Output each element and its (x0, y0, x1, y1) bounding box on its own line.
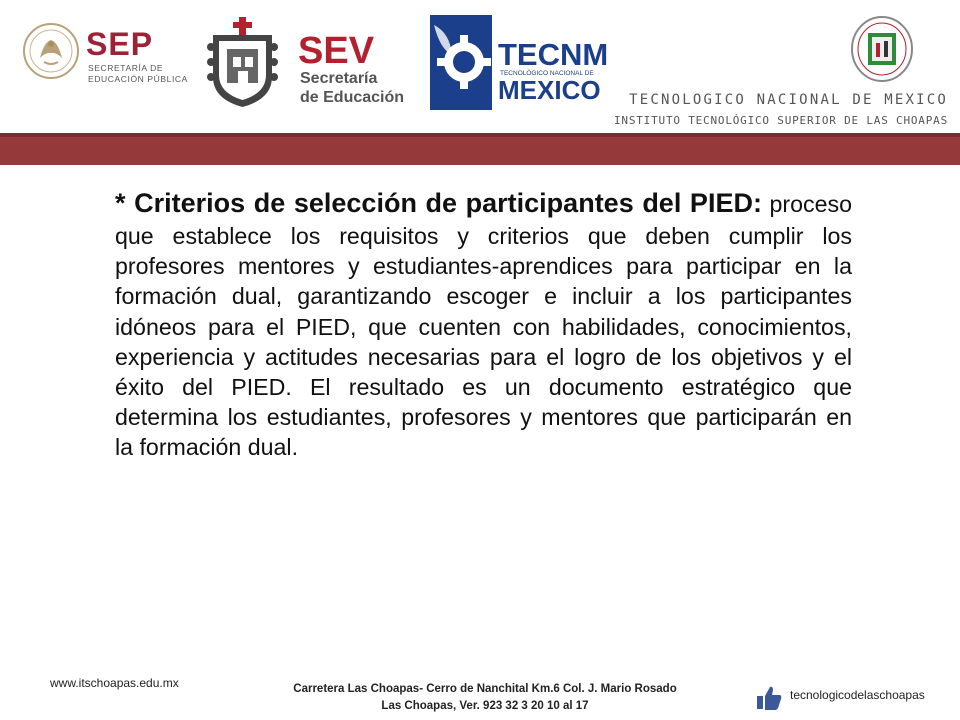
sev-subtitle-line1: Secretaría (300, 70, 378, 87)
header-title-institute: INSTITUTO TECNOLÓGICO SUPERIOR DE LAS CHOAPAS (613, 114, 948, 127)
tecnm-logo (430, 15, 609, 110)
institute-seal-icon (850, 15, 914, 83)
footer-address (250, 681, 720, 716)
sep-acronym: SEP (86, 26, 154, 62)
header-band (0, 133, 960, 165)
sev-subtitle-line2: de Educación (300, 89, 405, 106)
footer-address-line1: Carretera Las Choapas- Cerro de Nanchital Km.6 Col. J. Mario Rosado (293, 683, 677, 695)
paragraph-lead: * Criterios de selección de participantes del PIED: (115, 188, 762, 218)
sev-acronym: SEV (298, 30, 375, 72)
eagle-seal-icon (22, 22, 80, 80)
main-paragraph (115, 186, 852, 462)
tecnm-subtitle: TECNOLÓGICO NACIONAL DE (500, 70, 594, 77)
tecnm-acronym: TECNM (498, 37, 609, 72)
header-title-tecnm: TECNOLOGICO NACIONAL DE MEXICO (629, 92, 948, 108)
footer-website-link[interactable]: www.itschoapas.edu.mx (50, 676, 179, 690)
veracruz-shield-icon (205, 17, 280, 109)
paragraph-body: proceso que establece los requisitos y criterios que deben cumplir los profesores mentores y estudiantes-aprendices para participar en la formación dual, garantizando escoger e incluir a los participantes idóneos para el PIED, que cuenten con habilidades, conocimientos, experiencia y actitudes necesarias para el logro de los objetivos y el éxito del PIED. El resultado es un documento estratégico que determina los estudiantes, profesores y mentores que participarán en la formación dual. (115, 191, 852, 461)
tecnm-mexico: MEXICO (498, 75, 601, 105)
footer-facebook-link[interactable]: tecnologicodelaschoapas (790, 688, 925, 702)
footer-address-line2: Las Choapas, Ver. 923 32 3 20 10 al 17 (381, 700, 589, 713)
sep-subtitle-line2: EDUCACIÓN PÚBLICA (88, 74, 188, 84)
gear-eagle-icon (430, 15, 492, 110)
thumbs-up-icon (755, 684, 783, 712)
sep-subtitle-line1: SECRETARÍA DE (88, 63, 164, 73)
sev-logo (205, 15, 405, 115)
sep-logo (20, 18, 188, 88)
header-stripe (0, 133, 960, 137)
